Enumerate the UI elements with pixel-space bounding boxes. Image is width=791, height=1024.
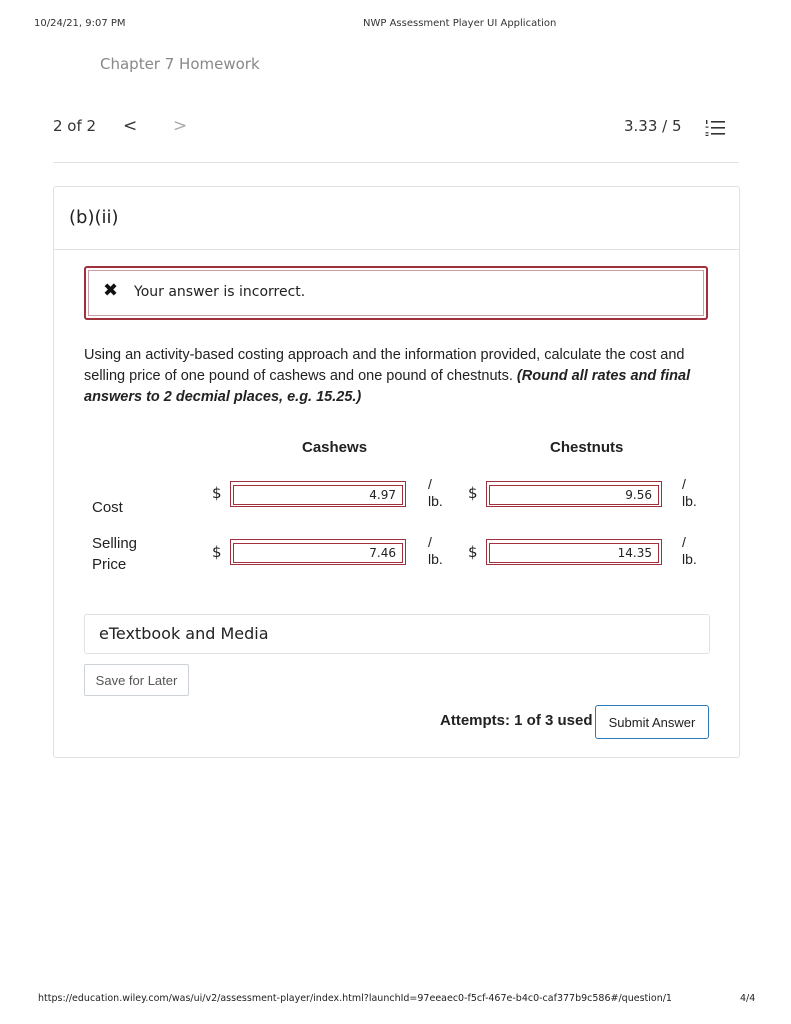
question-rounding-note: (Round all rates and final answers to 2 decmial places, e.g. 15.25.) [84,368,691,405]
unit-label [682,476,697,510]
unit-label [428,534,443,568]
currency-symbol: $ [468,543,478,561]
cashews-cost-input[interactable] [233,485,403,505]
unit-slash: / [428,476,432,492]
alert-message: Your answer is incorrect. [134,284,306,300]
question-body: Using an activity-based costing approach and the information provided, calculate the cost and selling price of one pound of cashews and one pound of chestnuts. [84,347,685,384]
card-divider [54,249,739,250]
cashews-price-box [230,539,406,565]
currency-symbol: $ [212,543,222,561]
column-header-chestnuts: Chestnuts [550,439,624,456]
print-datetime: 10/24/21, 9:07 PM [34,18,126,29]
print-footer-url: https://education.wiley.com/was/ui/v2/assessment-player/index.html?launchId=97eeaec0-f5cf-467e-b4c0-caf377b9c586#/question/1 [38,993,672,1004]
header-divider [53,162,739,163]
cashews-cost-box [230,481,406,507]
part-label: (b)(ii) [69,207,119,228]
submit-answer-button[interactable]: Submit Answer [595,705,709,739]
column-header-cashews: Cashews [302,439,368,456]
row-label-selling: Selling [92,535,138,552]
print-app-title: NWP Assessment Player UI Application [363,18,557,29]
question-counter: 2 of 2 [53,117,97,135]
etextbook-media-panel[interactable] [84,614,710,654]
chevron-left-icon[interactable]: < [123,116,138,136]
attempts-counter: Attempts: 1 of 3 used [440,712,593,729]
etextbook-label: eTextbook and Media [99,624,269,643]
row-label-cost: Cost [92,499,123,516]
question-navigation [53,117,739,139]
score: 3.33 / 5 [624,117,682,135]
numbered-list-icon[interactable] [704,119,726,137]
row-label-price: Price [92,556,127,573]
cashews-price-input[interactable] [233,543,403,563]
close-x-icon: ✖ [103,280,119,301]
chestnuts-price-box [486,539,662,565]
chestnuts-cost-box [486,481,662,507]
unit-lb: lb. [428,493,443,509]
chestnuts-cost-input[interactable] [489,485,659,505]
unit-slash: / [682,476,686,492]
unit-label [682,534,697,568]
unit-lb: lb. [428,551,443,567]
chapter-title: Chapter 7 Homework [100,55,260,73]
currency-symbol: $ [468,484,478,502]
chevron-right-icon[interactable]: > [173,116,188,136]
chestnuts-price-input[interactable] [489,543,659,563]
currency-symbol: $ [212,484,222,502]
unit-slash: / [428,534,432,550]
unit-label [428,476,443,510]
unit-lb: lb. [682,493,697,509]
question-text [84,345,704,408]
unit-slash: / [682,534,686,550]
print-page-number: 4/4 [740,993,756,1004]
save-for-later-button[interactable]: Save for Later [84,664,189,696]
row-label-selling-price [92,533,137,575]
unit-lb: lb. [682,551,697,567]
question-card [53,186,740,758]
incorrect-alert [84,266,708,320]
